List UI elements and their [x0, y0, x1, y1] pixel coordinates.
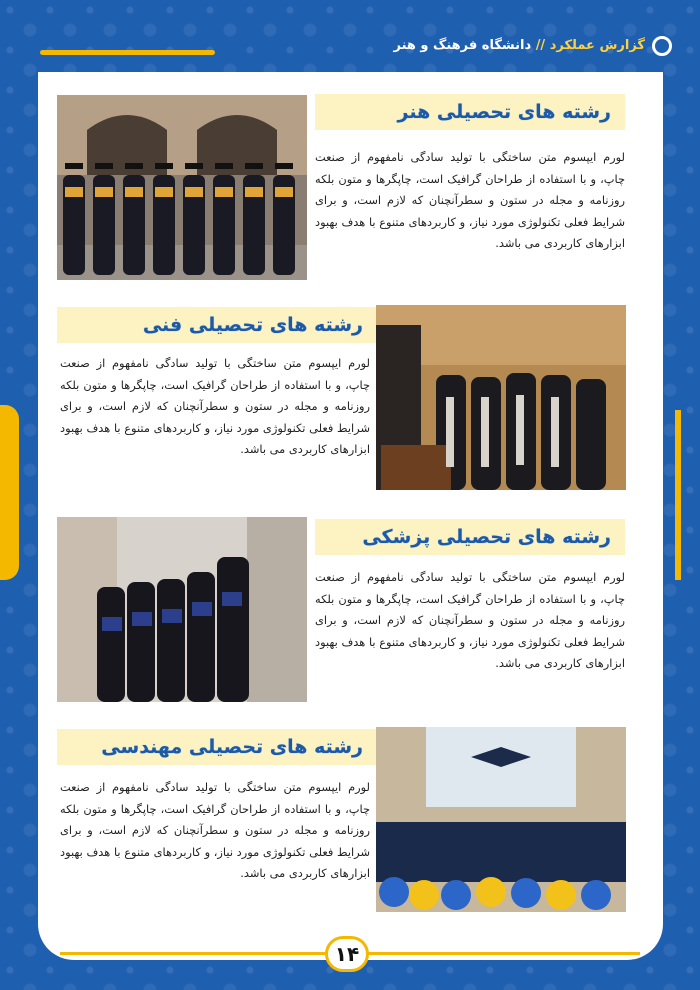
university-name: دانشگاه فرهنگ و هنر — [393, 38, 532, 53]
graduates-engineering-photo — [376, 727, 626, 912]
section-title: رشته های تحصیلی هنر — [315, 94, 625, 130]
section-engineering — [0, 727, 700, 922]
report-label: گزارش عملکرد — [549, 38, 645, 53]
section-art — [0, 92, 700, 287]
page-number: ۱۴ — [325, 936, 369, 972]
circle-icon — [652, 36, 672, 56]
page-header — [0, 38, 700, 72]
section-medical — [0, 517, 700, 712]
graduates-medical-photo — [57, 517, 307, 702]
section-title: رشته های تحصیلی فنی — [57, 307, 377, 343]
graduates-technical-photo — [376, 305, 626, 490]
header-separator: // — [535, 38, 546, 53]
header-accent-line — [40, 50, 215, 55]
section-paragraph: لورم ایپسوم متن ساختگی با تولید سادگی نامفهوم از صنعت چاپ، و با استفاده از طراحان گرافیک است، چاپگرها و متون بلکه روزنامه و مجله در ستون و سطرآنچنان که لازم است، و برای شرایط فعلی تکنولوژی مورد نیاز، و کاربردهای متنوع با هدف بهبود ابزارهای کاربردی می باشد. — [315, 570, 625, 671]
graduates-art-photo — [57, 95, 307, 280]
header-title — [394, 38, 646, 53]
section-paragraph: لورم ایپسوم متن ساختگی با تولید سادگی نامفهوم از صنعت چاپ، و با استفاده از طراحان گرافیک است، چاپگرها و متون بلکه روزنامه و مجله در ستون و سطرآنچنان که لازم است، و برای شرایط فعلی تکنولوژی مورد نیاز، و کاربردهای متنوع با هدف بهبود ابزارهای کاربردی می باشد. — [60, 356, 370, 457]
section-technical — [0, 305, 700, 500]
section-title: رشته های تحصیلی مهندسی — [57, 729, 377, 765]
section-title: رشته های تحصیلی پزشکی — [315, 519, 625, 555]
section-paragraph: لورم ایپسوم متن ساختگی با تولید سادگی نامفهوم از صنعت چاپ، و با استفاده از طراحان گرافیک است، چاپگرها و متون بلکه روزنامه و مجله در ستون و سطرآنچنان که لازم است، و برای شرایط فعلی تکنولوژی مورد نیاز، و کاربردهای متنوع با هدف بهبود ابزارهای کاربردی می باشد. — [60, 780, 370, 881]
section-paragraph: لورم ایپسوم متن ساختگی با تولید سادگی نامفهوم از صنعت چاپ، و با استفاده از طراحان گرافیک است، چاپگرها و متون بلکه روزنامه و مجله در ستون و سطرآنچنان که لازم است، و برای شرایط فعلی تکنولوژی مورد نیاز، و کاربردهای متنوع با هدف بهبود ابزارهای کاربردی می باشد. — [315, 150, 625, 251]
